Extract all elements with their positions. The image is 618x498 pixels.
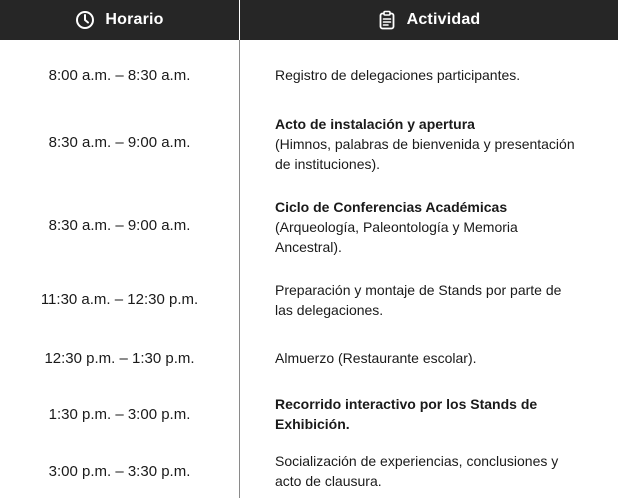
row-activity: [275, 114, 575, 174]
table-header: [0, 0, 618, 40]
row-time: 8:30 a.m. – 9:00 a.m.: [48, 133, 191, 151]
table-row: [0, 195, 618, 255]
row-time: 3:00 p.m. – 3:30 p.m.: [48, 462, 191, 480]
header-time-label: Horario: [105, 11, 164, 28]
row-time: 1:30 p.m. – 3:00 p.m.: [48, 405, 191, 423]
row-activity: [275, 348, 575, 368]
header-activity-cell: [239, 0, 618, 40]
activity-detail: Almuerzo (Restaurante escolar).: [275, 350, 477, 366]
activity-detail: Registro de delegaciones participantes.: [275, 67, 521, 83]
clock-icon: [75, 10, 95, 30]
table-row: [0, 278, 618, 320]
activity-detail: Socialización de experiencias, conclusiones y acto de clausura.: [275, 453, 559, 489]
header-divider: [239, 0, 240, 40]
row-time: 8:30 a.m. – 9:00 a.m.: [48, 216, 191, 234]
activity-title: Recorrido interactivo por los Stands de Exhibición.: [275, 396, 538, 432]
table-row: [0, 112, 618, 172]
activity-detail: (Himnos, palabras de bienvenida y presentación de instituciones).: [275, 136, 575, 172]
row-activity: [275, 394, 575, 434]
table-row: [0, 338, 618, 378]
row-time: 8:00 a.m. – 8:30 a.m.: [48, 66, 191, 84]
row-activity: [275, 65, 575, 85]
row-activity: [275, 280, 575, 320]
table-row: [0, 55, 618, 95]
activity-detail: (Arqueología, Paleontología y Memoria Ancestral).: [275, 219, 518, 255]
row-time: 12:30 p.m. – 1:30 p.m.: [44, 349, 195, 367]
header-activity-label: Actividad: [406, 11, 481, 28]
row-time: 11:30 a.m. – 12:30 p.m.: [40, 290, 199, 308]
activity-title: Ciclo de Conferencias Académicas: [275, 199, 508, 215]
header-time-cell: [0, 0, 239, 40]
row-activity: [275, 451, 575, 491]
table-row: [0, 451, 618, 491]
clipboard-icon: [377, 10, 397, 30]
row-activity: [275, 197, 575, 257]
activity-detail: Preparación y montaje de Stands por parte de las delegaciones.: [275, 282, 562, 318]
activity-title: Acto de instalación y apertura: [275, 116, 475, 132]
table-row: [0, 394, 618, 434]
